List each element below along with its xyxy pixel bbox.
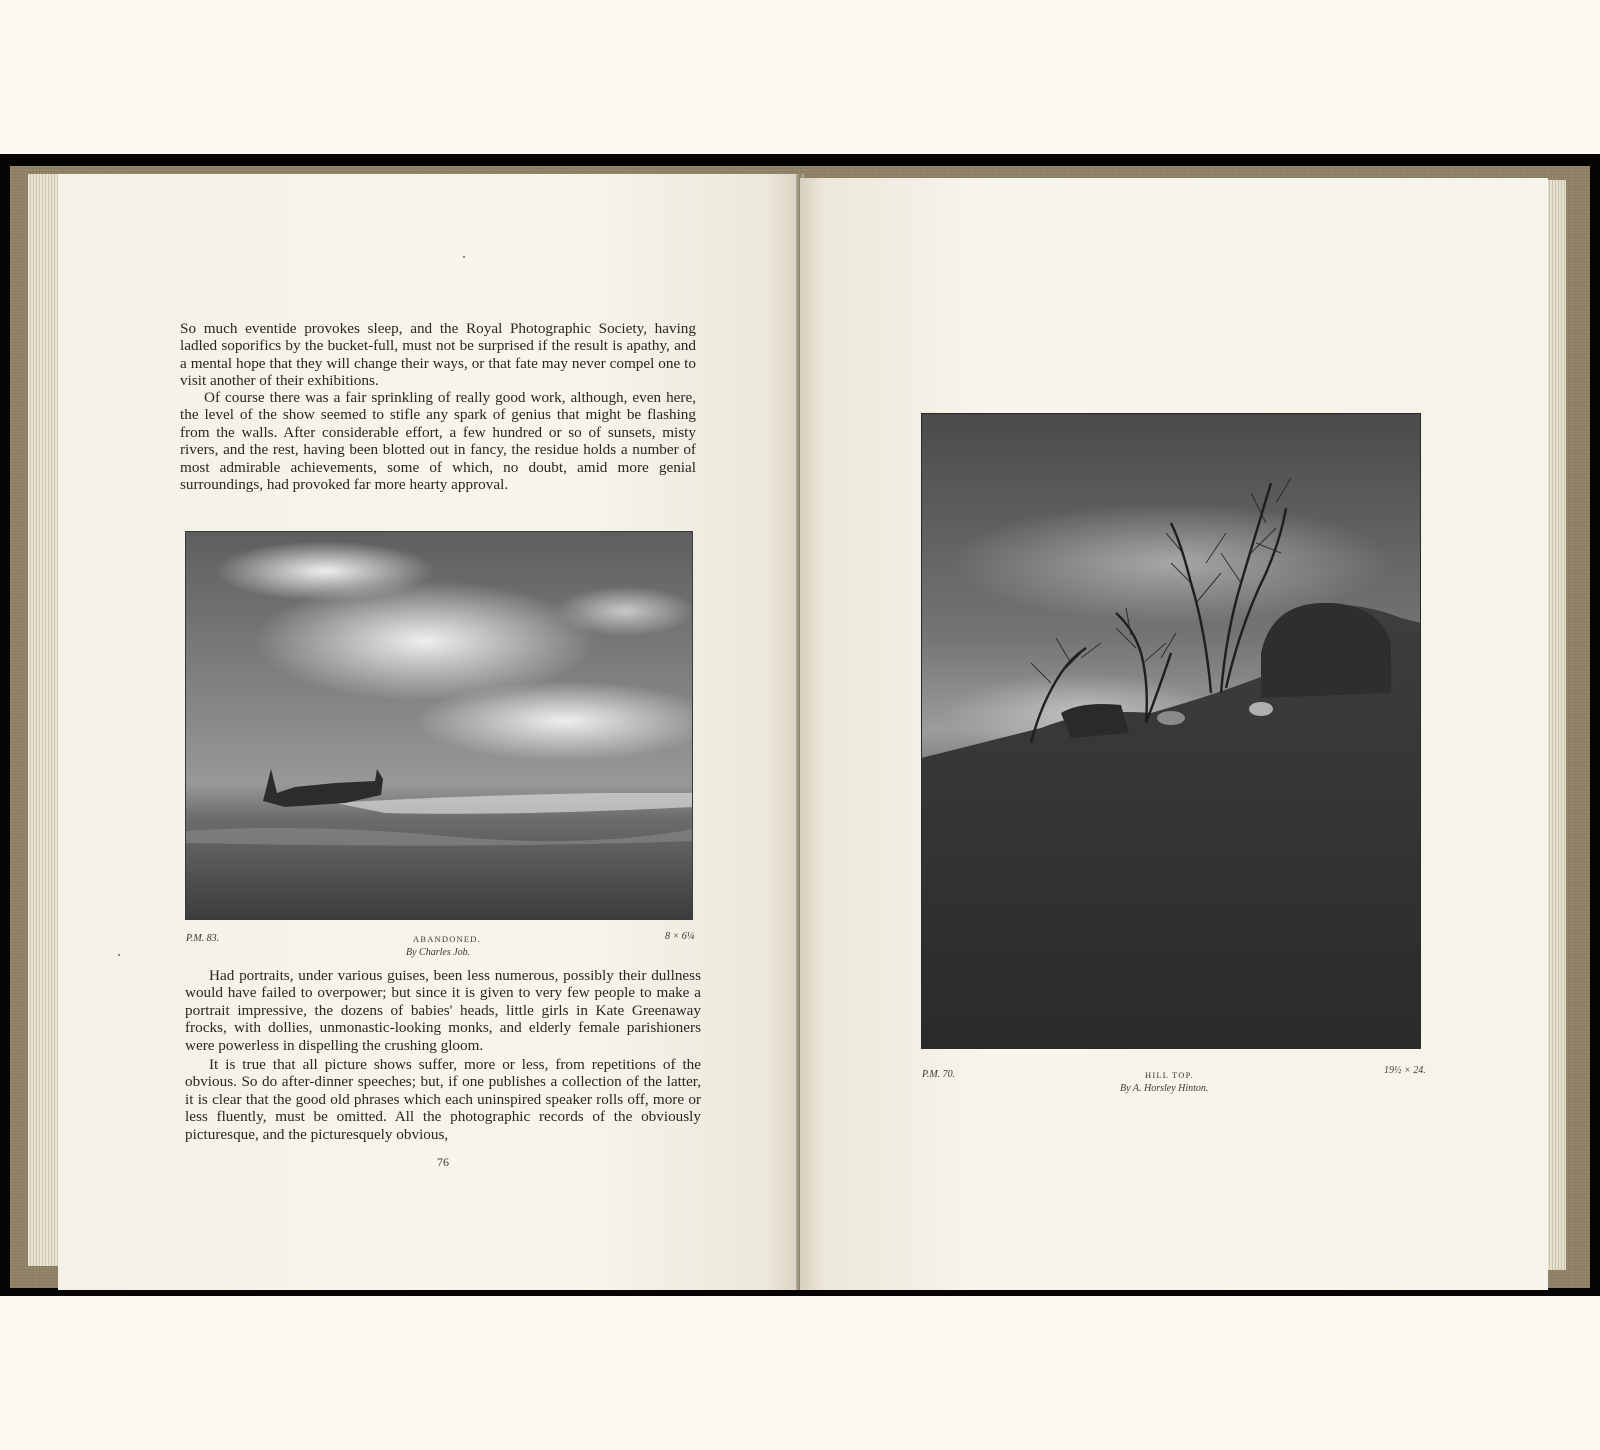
plate-title: ABANDONED.: [413, 934, 481, 944]
plate-abandoned-photo: [185, 531, 693, 920]
page-edges-left: [28, 174, 62, 1266]
body-paragraph-3: Had portraits, under various guises, been less numerous, possibly their dullness would have failed to overpower; but since it is given to very few people to make a portrait impressive, the dozens of babies' heads, little girls in Kate Greenaway frocks, with dollies, unmonastic-looking monks, and elderly female parishioners were powerless in dispelling the crushing gloom.: [185, 967, 701, 1054]
body-paragraph-1: So much eventide provokes sleep, and the Royal Photographic Society, having ladled soporifics by the bucket-full, must not be surprised if the result is apathy, and a mental hope that they will change their ways, or that fate may never compel one to visit another of their exhibitions.: [180, 320, 696, 390]
paper-speck: [118, 954, 120, 956]
plate-number: P.M. 83.: [186, 933, 220, 944]
plate-size: 19½ × 24.: [1384, 1065, 1426, 1076]
body-paragraph-4: It is true that all picture shows suffer, more or less, from repetitions of the obvious. So do after-dinner speeches; but, if one publishes a collection of the latter, it is clear that the good old phrases which each uninspired speaker rolls off, more or less fluently, must be omitted. All the photographic records of the obviously picturesque, and the picturesquely obvious,: [185, 1056, 701, 1143]
plate-title: HILL TOP.: [1145, 1070, 1194, 1080]
page-number: 76: [437, 1155, 449, 1169]
plate-credit: By A. Horsley Hinton.: [1120, 1083, 1209, 1094]
body-paragraph-2: Of course there was a fair sprinkling of really good work, although, even here, the level of the show seemed to stifle any spark of genius that might be flashing from the walls. After considerable effort, a few hundred or so of sunsets, misty rivers, and the rest, having been blotted out in fancy, the residue holds a number of most admirable achievements, some of which, no doubt, amid more genial surroundings, had provoked far more hearty approval.: [180, 389, 696, 494]
plate-number: P.M. 70.: [922, 1069, 956, 1080]
plate-size: 8 × 6¼: [665, 931, 695, 942]
plate-hill-top-photo: [921, 413, 1421, 1049]
plate-credit: By Charles Job.: [406, 947, 471, 958]
paper-speck: [463, 256, 465, 258]
